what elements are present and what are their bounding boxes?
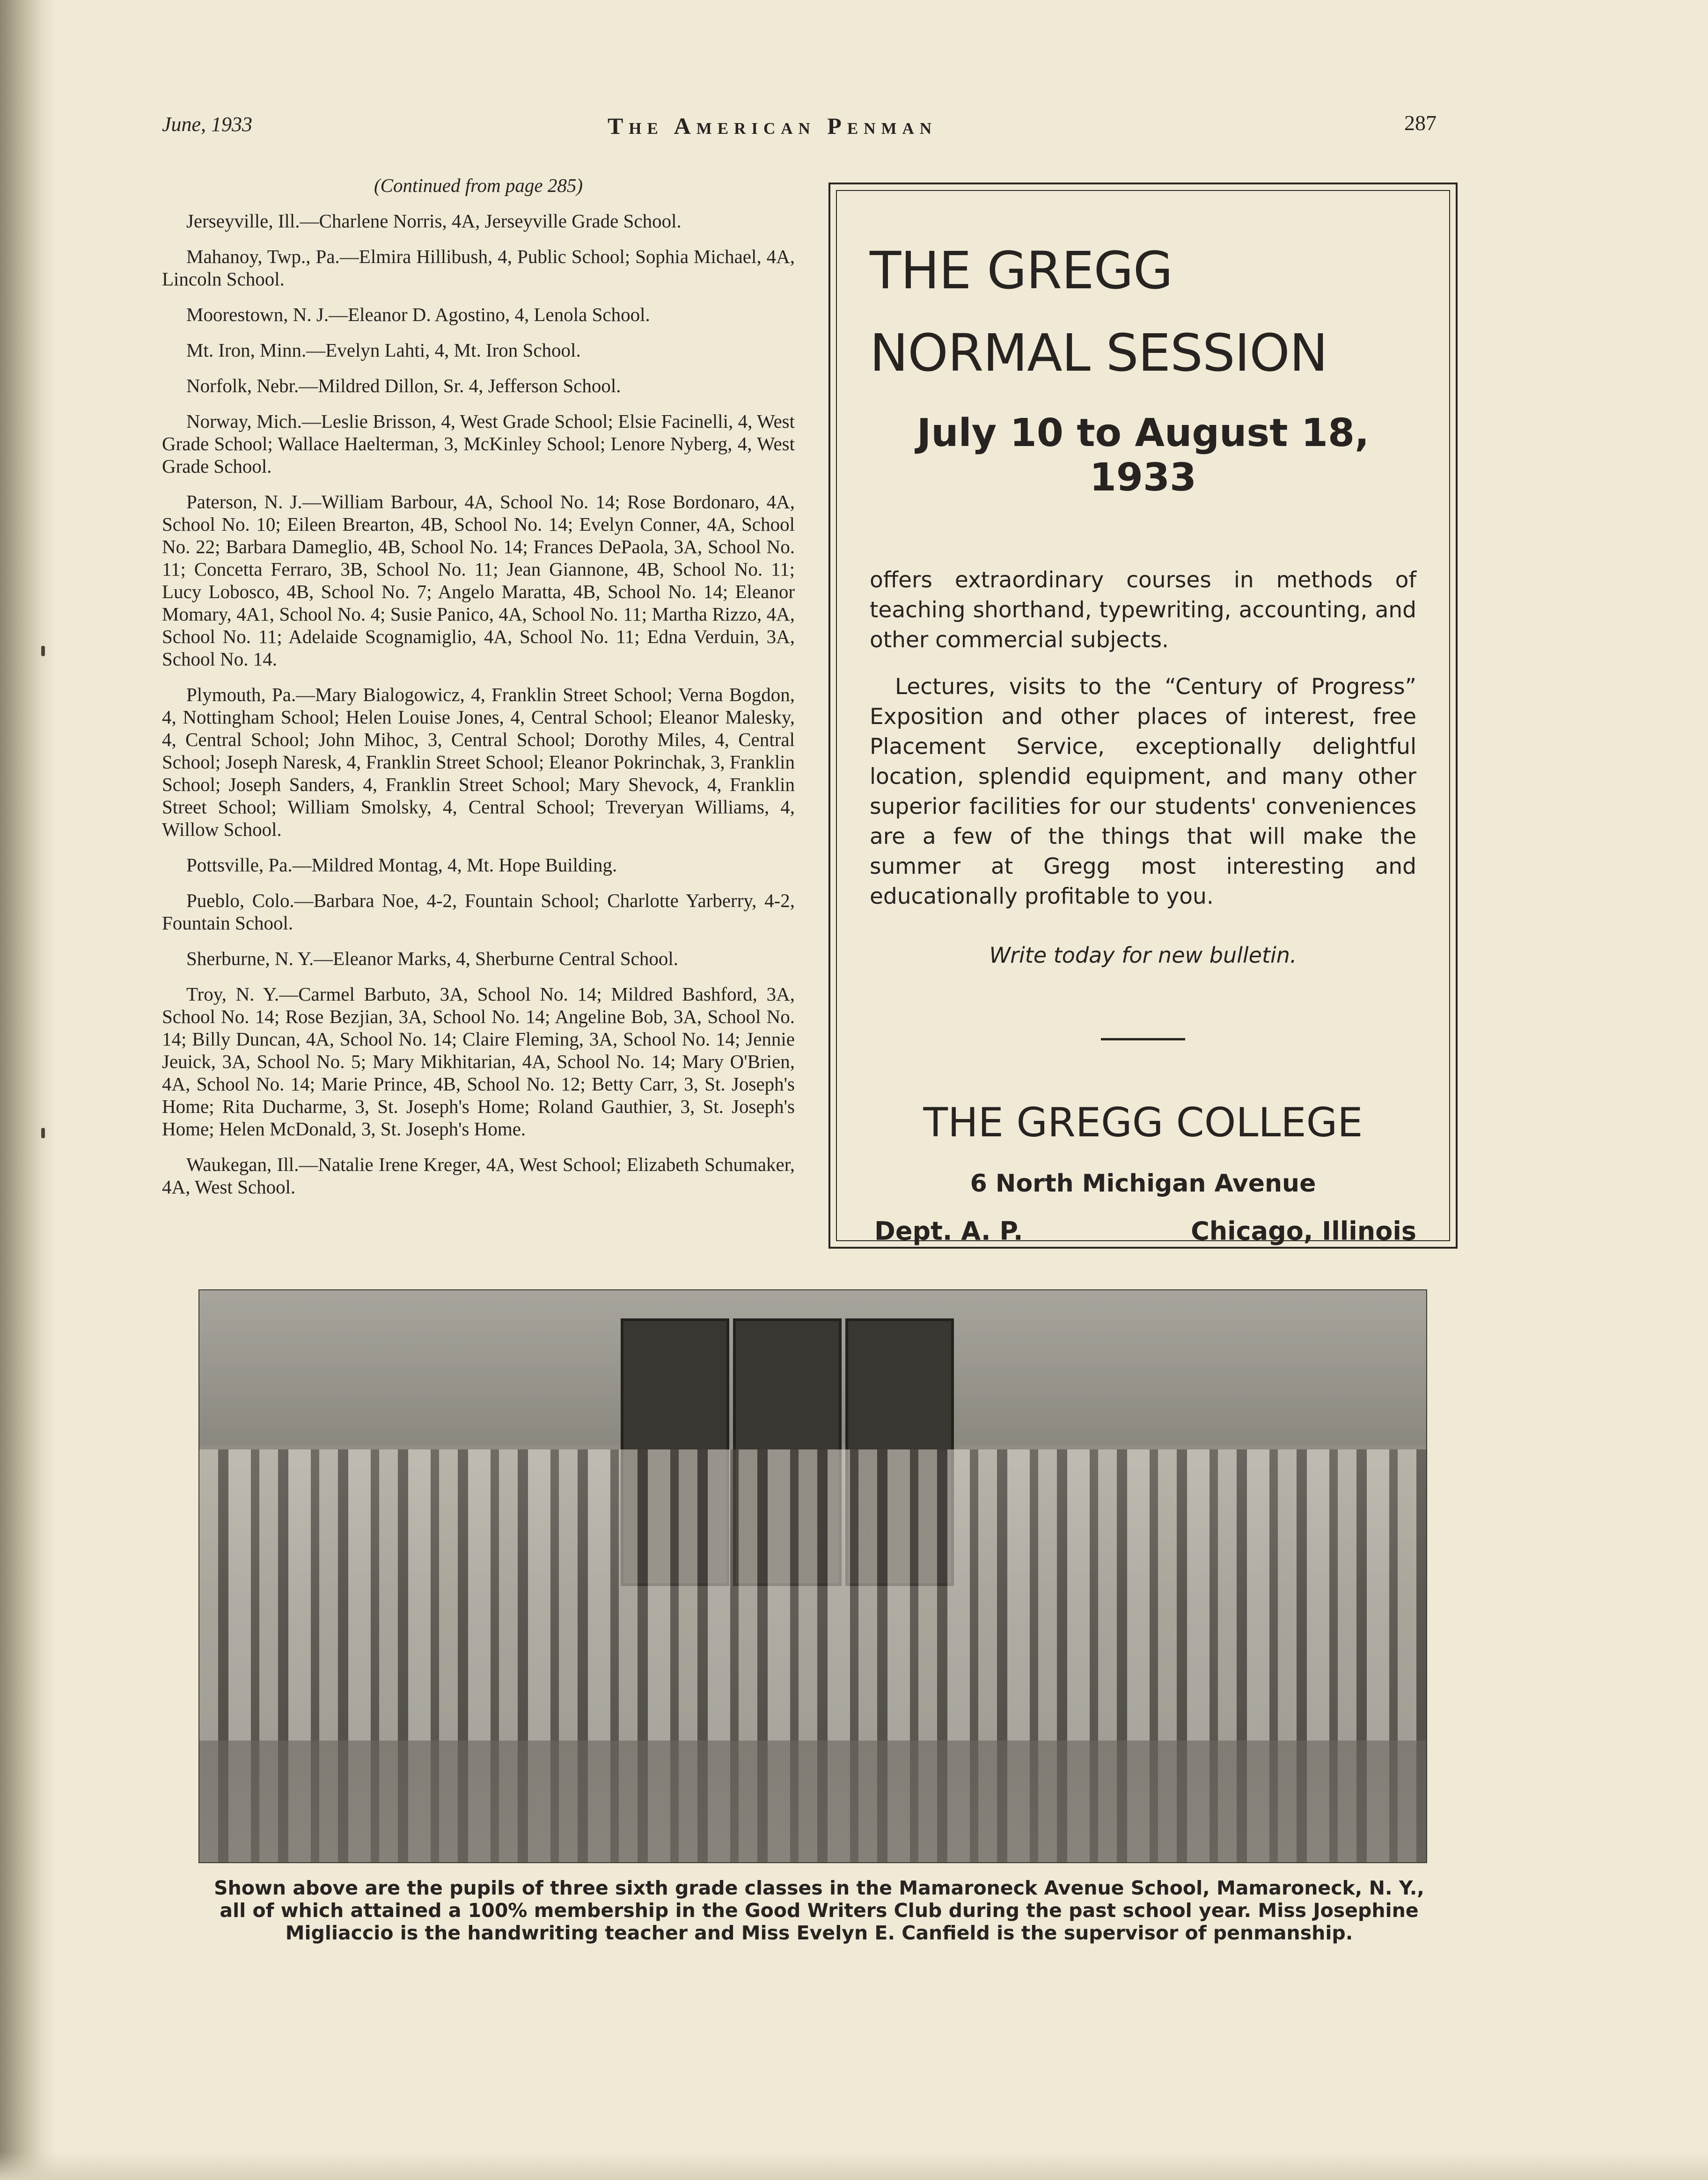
continued-note: (Continued from page 285) xyxy=(374,175,583,196)
ad-city: Chicago, Illinois xyxy=(1191,1216,1416,1246)
ad-headline-line1: THE GREGG xyxy=(870,241,1173,300)
gregg-advertisement xyxy=(870,229,1416,1249)
ad-address: 6 North Michigan Avenue xyxy=(970,1170,1316,1198)
ad-college-name: THE GREGG COLLEGE xyxy=(923,1099,1363,1146)
magazine-title: The American Penman xyxy=(607,113,938,139)
photo-caption: Shown above are the pupils of three sixth grade classes in the Mamaroneck Avenue School, Mamaroneck, N. Y., all of which attained a 100% membership in the Good Writers Club during the past school year. Miss Josephine Migliaccio is the handwriting teacher and Miss Evelyn E. Canfield is the supervisor of penmanship. xyxy=(214,1877,1424,1944)
margin-mark xyxy=(41,646,45,656)
ad-footer-line xyxy=(870,1216,1416,1249)
list-item: Jerseyville, Ill.—Charlene Norris, 4A, Jerseyville Grade School. xyxy=(186,210,682,232)
list-item: Paterson, N. J.—William Barbour, 4A, School No. 14; Rose Bordonaro, 4A, School No. 10; Eileen Brearton, 4B, School No. 14; Evelyn Conner, 4A, School No. 22; Barbara Dameglio, 4B, School No. 14; Frances DePaola, 3A, School No. 11; Concetta Ferraro, 3B, School No. 11; Jean Giannone, 4B, School No. 11; Lucy Lobosco, 4B, School No. 7; Angelo Maratta, 4B, School No. 14; Eleanor Momary, 4A1, School No. 4; Susie Panico, 4A, School No. 11; Martha Rizzo, 4A, School No. 11; Adelaide Scognamiglio, 4A, School No. 11; Edna Verduin, 3A, School No. 14. xyxy=(162,491,795,670)
class-group-photo xyxy=(198,1289,1427,1863)
ad-paragraph: offers extraordinary courses in methods of teaching shorthand, typewriting, accounting, and other commercial subjects. xyxy=(870,567,1416,653)
ad-session-dates: July 10 to August 18, 1933 xyxy=(916,411,1370,500)
page-bottom-shade xyxy=(0,2152,1708,2180)
ad-headline xyxy=(870,229,1416,394)
list-item: Plymouth, Pa.—Mary Bialogowicz, 4, Franklin Street School; Verna Bogdon, 4, Nottingham School; Helen Louise Jones, 4, Central School; Eleanor Malesky, 4, Central School; John Mihoc, 3, Central School; Dorothy Miles, 4, Central School; Joseph Naresk, 4, Franklin Street School; Eleanor Pokrinchak, 3, Franklin School; Joseph Sanders, 4, Franklin Street School; Mary Shevock, 4, Franklin Street School; William Smolsky, 4, Central School; Treveryan Williams, 4, Willow School. xyxy=(162,684,795,840)
list-item: Norway, Mich.—Leslie Brisson, 4, West Grade School; Elsie Facinelli, 4, West Grade School; Wallace Haelterman, 3, McKinley School; Lenore Nyberg, 4, West Grade School. xyxy=(162,410,795,477)
ad-call-to-action: Write today for new bulletin. xyxy=(989,943,1297,968)
list-item: Pottsville, Pa.—Mildred Montag, 4, Mt. Hope Building. xyxy=(186,854,617,876)
page-number: 287 xyxy=(1404,111,1437,135)
photo-foreground xyxy=(199,1741,1426,1862)
list-item: Sherburne, N. Y.—Eleanor Marks, 4, Sherburne Central School. xyxy=(186,948,678,969)
list-item: Moorestown, N. J.—Eleanor D. Agostino, 4, Lenola School. xyxy=(186,304,650,325)
list-item: Mt. Iron, Minn.—Evelyn Lahti, 4, Mt. Iron School. xyxy=(186,339,581,361)
list-item: Troy, N. Y.—Carmel Barbuto, 3A, School No. 14; Mildred Bashford, 3A, School No. 14; Rose Bezjian, 3A, School No. 14; Angeline Bob, 3A, School No. 14; Billy Duncan, 4A, School No. 14; Claire Fleming, 3A, School No. 14; Jennie Jeuick, 3A, School No. 5; Mary Mikhitarian, 4A, School No. 14; Mary O'Brien, 4A, School No. 14; Marie Prince, 4B, School No. 12; Betty Carr, 3, St. Joseph's Home; Rita Ducharme, 3, St. Joseph's Home; Roland Gauthier, 3, St. Joseph's Home; Helen McDonald, 3, St. Joseph's Home. xyxy=(162,983,795,1140)
ad-headline-line2: NORMAL SESSION xyxy=(870,323,1327,383)
list-item: Waukegan, Ill.—Natalie Irene Kreger, 4A, West School; Elizabeth Schumaker, 4A, West School. xyxy=(162,1154,795,1198)
ad-divider xyxy=(1101,1038,1185,1040)
page-gutter-shadow xyxy=(0,0,56,2180)
issue-date: June, 1933 xyxy=(162,113,253,136)
list-item: Pueblo, Colo.—Barbara Noe, 4-2, Fountain School; Charlotte Yarberry, 4-2, Fountain School. xyxy=(162,890,795,934)
honor-roll-column xyxy=(162,174,795,1211)
ad-department: Dept. A. P. xyxy=(874,1216,1023,1246)
margin-mark xyxy=(41,1128,45,1138)
list-item: Norfolk, Nebr.—Mildred Dillon, Sr. 4, Jefferson School. xyxy=(186,375,621,396)
ad-paragraph: Lectures, visits to the “Century of Progress” Exposition and other places of interest, free Placement Service, exceptionally delightful location, splendid equipment, and many other superior facilities for our students' conveniences are a few of the things that will make the summer at Gregg most interesting and educationally profitable to you. xyxy=(870,674,1416,909)
list-item: Mahanoy, Twp., Pa.—Elmira Hillibush, 4, Public School; Sophia Michael, 4A, Lincoln School. xyxy=(162,246,795,290)
